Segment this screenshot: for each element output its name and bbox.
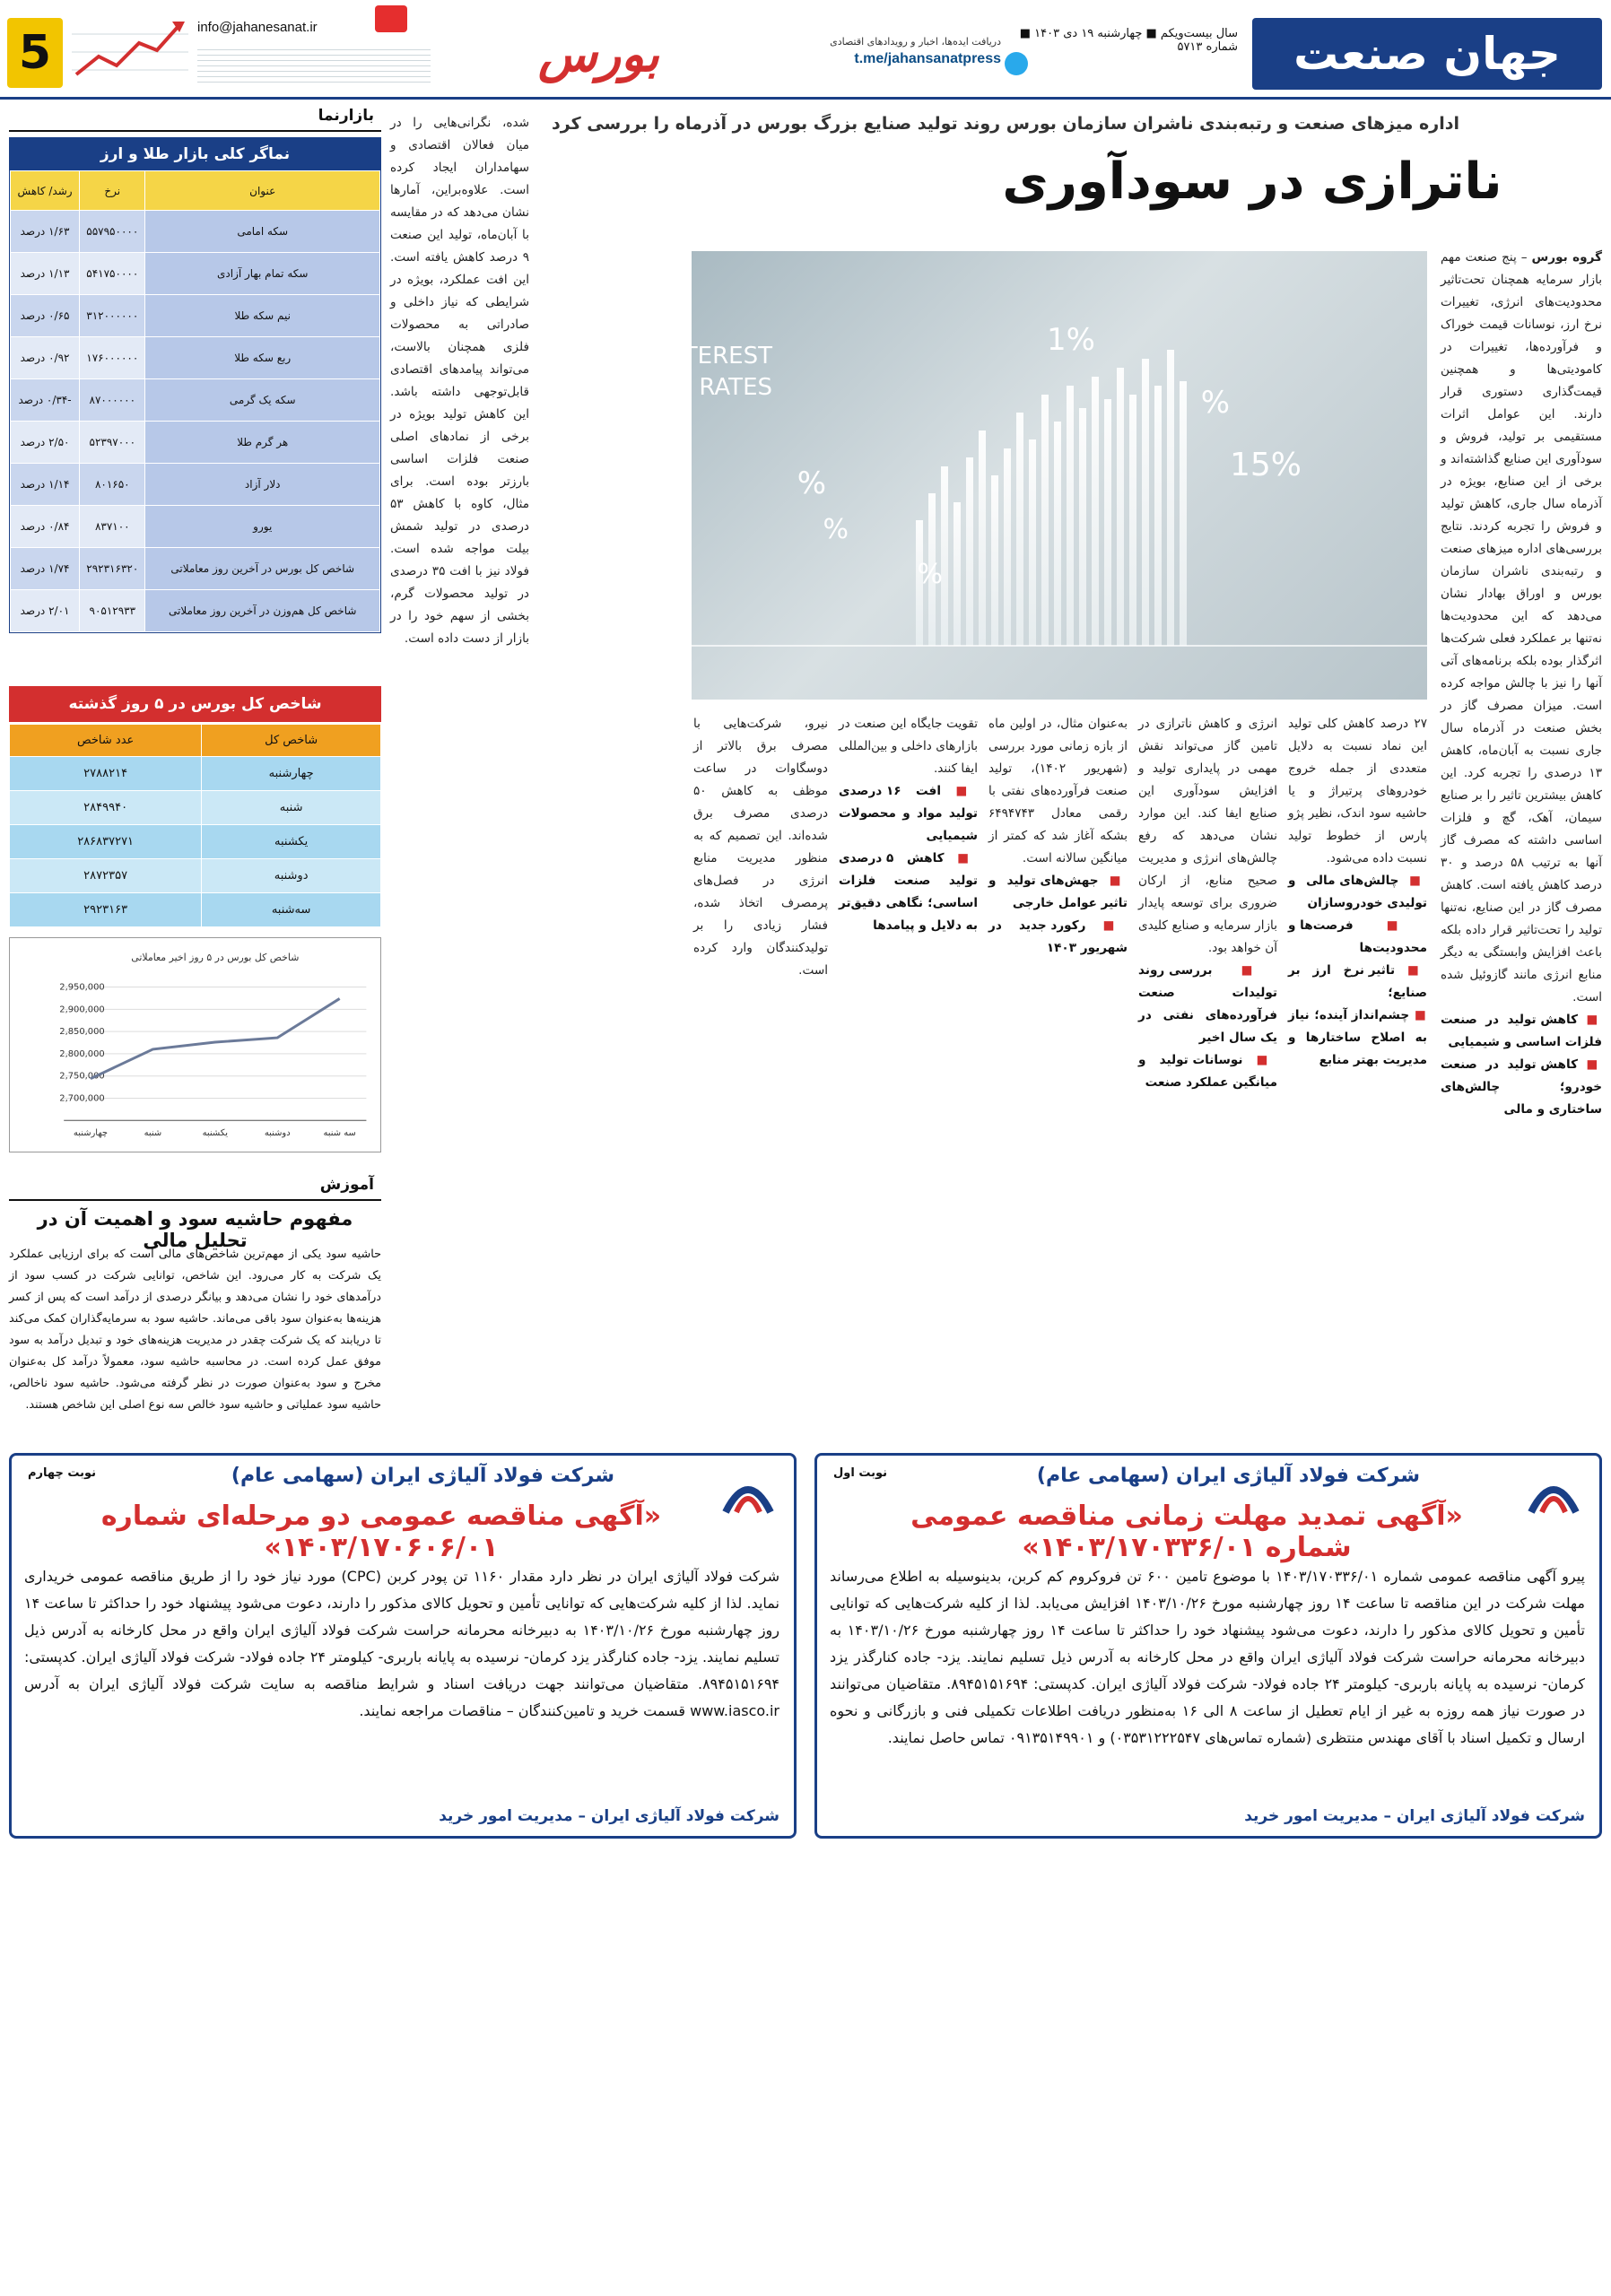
decorative-lines (197, 45, 431, 86)
ad-2-label: نوبت چهارم (28, 1466, 97, 1480)
index-value: ۲۸۶۸۳۷۲۷۱ (10, 825, 202, 859)
index-day: یکشنبه (202, 825, 381, 859)
market-item-change: ۰/۹۲ درصد (11, 337, 80, 379)
market-item-change: ۱/۶۳ درصد (11, 211, 80, 253)
index-day: دوشنبه (202, 859, 381, 893)
bullet-icon: ■ (1409, 1008, 1427, 1022)
index-value: ۲۹۲۳۱۶۳ (10, 893, 202, 927)
ad-1-title: «آگهی تمدید مهلت زمانی مناقصه عمومی شماره ۱۴۰۳/۱۷۰۳۳۶/۰۱» (910, 1500, 1463, 1563)
index-row (10, 893, 381, 927)
market-row (11, 422, 380, 464)
article-column-6 (693, 713, 828, 1431)
column-1-lead: گروه بورس (1531, 250, 1602, 265)
market-item-change: ۰/۶۵ درصد (11, 295, 80, 337)
column-1-subheading-1: ■ کاهش تولید در صنعت فلزات اساسی و شیمیایی (1441, 1013, 1603, 1049)
column-5-text: تقویت جایگاه این صنعت در بازارهای داخلی و بین‌المللی ایفا کنند. (839, 717, 978, 776)
masthead (0, 0, 1611, 100)
company-logo-icon (1522, 1463, 1585, 1526)
bullet-icon: ■ (1577, 1013, 1603, 1027)
index-value: ۲۸۴۹۹۴۰ (10, 791, 202, 825)
market-item-name: شاخص کل هم‌وزن در آخرین روز معاملاتی (145, 590, 380, 632)
telegram-icon (1005, 52, 1028, 75)
bar-graph-illustration (658, 251, 1427, 700)
market-item-name: ربع سکه طلا (145, 337, 380, 379)
index-value: ۲۸۷۲۳۵۷ (10, 859, 202, 893)
column-5-subheading-1: ■ افت ۱۶ درصدی تولید مواد و محصولات شیمیایی (839, 784, 979, 843)
bullet-icon: ■ (1395, 963, 1428, 978)
market-item-name: نیم سکه طلا (145, 295, 380, 337)
bullet-icon: ■ (1212, 963, 1277, 978)
ad-1-signature: شرکت فولاد آلیاژی ایران – مدیریت امور خرید (1244, 1807, 1585, 1825)
column-5-subheading-2: ■ کاهش ۵ درصدی تولید صنعت فلزات اساسی؛ نگاهی دقیق‌تر به دلایل و پیامدها (839, 851, 978, 933)
email-address[interactable]: info@jahanesanat.ir (197, 20, 318, 35)
rates-label: RATES (699, 374, 772, 401)
trend-chart-icon (72, 16, 188, 88)
telegram-caption: دریافت ایده‌ها، اخبار و رویدادهای اقتصادی (830, 36, 1001, 48)
svg-text:شنبه: شنبه (144, 1128, 162, 1139)
column-1-subheading-2: ■ کاهش تولید در صنعت خودرو؛ چالش‌های ساختاری و مالی (1441, 1057, 1603, 1117)
market-item-name: سکه یک گرمی (145, 379, 380, 422)
market-item-change: ۱/۱۴ درصد (11, 464, 80, 506)
company-logo-icon (717, 1463, 779, 1526)
news-column-text: شده، نگرانی‌هایی را در میان فعالان اقتصادی و سهامداران ایجاد کرده است. علاوه‌براین، آمارها نشان می‌دهد که در مقایسه با آبان‌ماه، تولید این صنعت ۹ درصد کاهش یافته است. این افت عملکرد، بویژه در شرایطی که نیاز داخلی و صادراتی به محصولات فلزی همچنان بالاست، می‌تواند پیامدهای اقتصادی قابل‌توجهی داشته باشد. این کاهش تولید بویژه در برخی از نمادهای اصلی صنعت فلزات اساسی بارزتر بوده است. برای مثال، کاوه با کاهش ۵۳ درصدی در تولید شمش بیلت مواجه شده است. فولاد نیز با افت ۳۵ درصدی در تولید محصولات گرم، بخشی از سهم خود را در بازار از دست داده است. (390, 116, 529, 646)
column-2-subheading-4: ■ چشم‌انداز آینده؛ نیاز به اصلاح ساختارها و مدیریت بهتر منابع (1288, 1008, 1427, 1067)
column-3-subheading-2: ■ نوسانات تولید و میانگین عملکرد صنعت (1138, 1053, 1277, 1090)
index-day: چهارشنبه (202, 757, 381, 791)
bullet-icon: ■ (1577, 1057, 1603, 1072)
column-2-subheading-3: ■ تاثیر نرخ ارز بر صنایع؛ (1288, 963, 1428, 1000)
article-column-5 (839, 713, 978, 1431)
column-6-text: نیرو، شرکت‌هایی با مصرف برق بالاتر از دوسگاوات در ساعت موظف به کاهش ۵۰ درصدی مصرف برق شده‌اند. این تصمیم که به منظور مدیریت منابع انرژی در فصل‌های پرمصرف اتخاذ شده، فشار زیادی را بر تولیدکنندگان وارد کرده است. (693, 717, 828, 978)
index-row (10, 791, 381, 825)
ad-2-signature: شرکت فولاد آلیاژی ایران – مدیریت امور خرید (439, 1807, 779, 1825)
ad-1-label: نوبت اول (833, 1466, 888, 1480)
article-headline: ناترازی در سودآوری (1002, 152, 1502, 211)
index-chart-svg (10, 938, 380, 1152)
market-item-change: -۰/۳۴ درصد (11, 379, 80, 422)
market-item-rate: ۵۲۳۹۷۰۰۰ (80, 422, 145, 464)
market-item-rate: ۸۰۱۶۵۰ (80, 464, 145, 506)
market-row (11, 211, 380, 253)
market-item-rate: ۸۳۷۱۰۰ (80, 506, 145, 548)
market-item-rate: ۵۴۱۷۵۰۰۰۰ (80, 253, 145, 295)
fifteen-percent-label: 15% (1229, 447, 1302, 483)
ad-2-title: «آگهی مناقصه عمومی دو مرحله‌ای شماره ۱۴۰۳/۱۷۰۶۰۶/۰۱» (100, 1500, 662, 1563)
main-article (387, 103, 1602, 1431)
market-item-name: دلار آزاد (145, 464, 380, 506)
svg-text:2,950,000: 2,950,000 (59, 982, 105, 993)
market-item-rate: ۲۹۲۳۱۶۳۲۰ (80, 548, 145, 590)
index-row (10, 757, 381, 791)
svg-text:2,800,000: 2,800,000 (59, 1048, 105, 1059)
column-4-subheading-1: ■ جهش‌های تولید و تاثیر عوامل خارجی (988, 874, 1128, 910)
column-2-subheading-1: ■ چالش‌های مالی و تولیدی خودروسازان (1288, 874, 1427, 910)
svg-text:سه شنبه: سه شنبه (323, 1128, 356, 1139)
education-heading: آموزش (9, 1172, 381, 1201)
svg-text:یکشنبه: یکشنبه (202, 1128, 228, 1139)
column-3-subheading-1: ■ بررسی روند تولیدات صنعت فرآورده‌های نفتی در یک سال اخیر (1138, 963, 1277, 1045)
market-row (11, 548, 380, 590)
market-item-change: ۲/۵۰ درصد (11, 422, 80, 464)
percent-label-1: % (797, 465, 826, 501)
mail-icon (375, 5, 407, 32)
market-row (11, 464, 380, 506)
market-item-name: شاخص کل بورس در آخرین روز معاملاتی (145, 548, 380, 590)
market-heading: بازارنما (9, 103, 381, 132)
svg-text:دوشنبه: دوشنبه (264, 1128, 291, 1139)
bullet-icon: ■ (941, 784, 979, 798)
tender-ad-2 (9, 1453, 797, 1839)
bullet-icon: ■ (1353, 918, 1427, 933)
svg-text:2,900,000: 2,900,000 (59, 1004, 105, 1015)
page-number: 5 (7, 18, 63, 88)
education-text: حاشیه سود یکی از مهم‌ترین شاخص‌های مالی است که برای ارزیابی عملکرد یک شرکت به کار می‌رود. این شاخص، توانایی شرکت در کسب سود از درآمدهای خود را نشان می‌دهد و بیانگر درصدی از درآمد است که پس از کسر هزینه‌ها به‌عنوان سود باقی می‌ماند. حاشیه سود به سرمایه‌گذاران کمک می‌کند تا دریابند که یک شرکت چقدر در مدیریت هزینه‌های خود و تبدیل درآمد به سود موفق عمل کرده است. در محاسبه حاشیه سود، معمولاً درآمد کل به‌عنوان مخرج و سود به‌عنوان صورت در نظر گرفته می‌شود. حاشیه سود ناخالص، حاشیه سود عملیاتی و حاشیه سود خالص سه نوع اصلی این شاخص هستند. (9, 1248, 381, 1412)
svg-text:شاخص کل بورس در ۵ روز اخیر معا: شاخص کل بورس در ۵ روز اخیر معاملاتی (131, 951, 300, 963)
market-row (11, 506, 380, 548)
article-kicker: اداره میزهای صنعت و رتبه‌بندی ناشران سازمان بورس روند تولید صنایع بزرگ بورس در آذرماه را بررسی کرد (552, 114, 1459, 134)
masthead-rule (0, 97, 1611, 100)
index-rows (10, 757, 381, 927)
column-1-text: – پنج صنعت مهم بازار سرمایه همچنان تحت‌تاثیر محدودیت‌های انرژی، تغییرات نرخ ارز، نوسانات قیمت خوراک و فرآورده‌ها، تغییرات در کامودیتی‌ها و همچنین قیمت‌گذاری دستوری قرار دارند. این عوامل اثرات مستقیمی بر تولید، فروش و سودآوری این صنایع گذاشته‌اند و برخی از این صنایع، بویژه در آذرماه سال جاری، کاهش تولید و فروش را تجربه کردند. نتایج بررسی‌های اداره میزهای صنعت و رتبه‌بندی ناشران سازمان بورس و اوراق بهادار نشان می‌دهد که این محدودیت‌ها نه‌تنها بر عملکرد فعلی شرکت‌ها اثرگذار بوده بلکه برنامه‌های آتی آنها را نیز با چالش مواجه کرده است. میزان مصرف گاز در بخش صنعت در آذرماه سال جاری نسبت به آبان‌ماه، کاهش ۱۳ درصدی را تجربه کرد. این کاهش بیشترین تاثیر را بر صنایع سیمان، آهک، گچ و فلزات اساسی داشته که مصرف گاز آنها به ترتیب ۵۸ درصد و ۳۰ درصد کاهش یافته است. کاهش مصرف گاز در این صنایع، نه‌تنها تولید را تحت‌تاثیر قرار داده بلکه باعث افزایش وابستگی به دیگر منابع انرژی مانند گازوئیل شده است. (1441, 250, 1602, 1004)
issue-info: سال بیست‌ویکم ■ چهارشنبه ۱۹ دی ۱۴۰۳ ■ شماره ۵۷۱۳ (1019, 27, 1238, 54)
market-row (11, 295, 380, 337)
article-column-2 (1288, 713, 1427, 1431)
market-item-change: ۱/۱۳ درصد (11, 253, 80, 295)
index-value: ۲۷۸۸۲۱۴ (10, 757, 202, 791)
newspaper-logo: جهان صنعت (1252, 18, 1602, 90)
market-item-name: سکه تمام بهار آزادی (145, 253, 380, 295)
svg-text:2,750,000: 2,750,000 (59, 1071, 105, 1082)
market-table-title: نماگر کلی بازار طلا و ارز (10, 138, 380, 170)
market-row (11, 253, 380, 295)
education-title: مفهوم حاشیه سود و اهمیت آن در تحلیل مالی (37, 1208, 353, 1251)
market-col-change: رشد/ کاهش (11, 171, 80, 211)
column-4-text: به‌عنوان مثال، در اولین ماه از بازه زمانی مورد بررسی (شهریور ۱۴۰۲)، تولید صنعت فرآورده‌های نفتی با رقمی معادل ۶۴۹۴۷۴۳ بشکه آغاز شد که کمتر از میانگین سالانه است. (988, 717, 1128, 865)
column-4-subheading-2: ■ رکورد جدید در شهریور ۱۴۰۳ (988, 918, 1128, 955)
news-column (390, 112, 529, 1439)
market-table (9, 137, 381, 633)
ad-2-body: شرکت فولاد آلیاژی ایران در نظر دارد مقدار ۱۱۶۰ تن پودر کربن (CPC) مورد نیاز خود را از طریق مناقصه عمومی خریداری نماید. لذا از کلیه شرکت‌هایی که توانایی تأمین و تحویل کالای مذکور را دارند، دعوت می‌شود پیشنهاد خود را حداکثر تا ساعت ۱۴ روز چهارشنبه مورخ ۱۴۰۳/۱۰/۲۶ به دبیرخانه محرمانه حراست شرکت فولاد آلیاژی ایران واقع در محل کارخانه به آدرس ذیل تسلیم نمایند. یزد- جاده کنارگذر یزد کرمان- نرسیده به پایانه باربری- کیلومتر ۲۴ جاده فولاد- شرکت فولاد آلیاژی ایران. کدپستی: ۸۹۴۵۱۵۱۶۹۴. متقاضیان می‌توانند جهت دریافت اسناد و شرایط مناقصه به سایت شرکت فولاد آلیاژی ایران به آدرس www.iasco.ir قسمت خرید و تامین‌کنندگان – مناقصات مراجعه نمایند. (24, 1568, 779, 1719)
bullet-icon: ■ (1098, 874, 1128, 888)
ad-1-body: پیرو آگهی مناقصه عمومی شماره ۱۴۰۳/۱۷۰۳۳۶/۰۱ با موضوع تامین ۶۰۰ تن فروکروم کم کربن، بدینوسیله به اطلاع می‌رساند مهلت شرکت در این مناقصه تا ساعت ۱۴ روز چهارشنبه مورخ ۱۴۰۳/۱۰/۲۶ افزایش می‌یابد. لذا از کلیه شرکت‌هایی که توانایی تأمین و تحویل کالای مذکور را دارند، دعوت می‌شود پیشنهاد خود را حداکثر تا ساعت ۱۴ روز چهارشنبه مورخ ۱۴۰۳/۱۰/۲۶ به دبیرخانه محرمانه حراست شرکت فولاد آلیاژی ایران واقع در محل کارخانه به آدرس ذیل تسلیم نمایند. یزد- جاده کنارگذر یزد کرمان- نرسیده به پایانه باربری- کیلومتر ۲۴ جاده فولاد- شرکت فولاد آلیاژی ایران. کدپستی: ۸۹۴۵۱۵۱۶۹۴. متقاضیان می‌توانند در صورت نیاز همه روزه به غیر از ایام تعطیل از ساعت ۸ الی ۱۶ به‌منظور دریافت اطلاعات تکمیلی فنی و بازرگانی و نحوه ارسال و تکمیل اسناد با آقای مهندس منتظری (شماره تماس‌های ۰۳۵۳۱۲۲۲۵۴۷) و ۰۹۱۳۵۱۴۹۹۰۱ تماس حاصل نمایند. (830, 1568, 1586, 1746)
column-2-text: ۲۷ درصد کاهش کلی تولید این نماد نسبت به دلایل متعددی از جمله خروج خودروهای پرتیراژ و یا حاشیه سود اندک، نظیر پژو پارس از خطوط تولید نسبت داده می‌شود. (1288, 717, 1427, 865)
market-item-name: هر گرم طلا (145, 422, 380, 464)
ad-1-company: شرکت فولاد آلیاژی ایران (سهامی عام) (1036, 1465, 1420, 1487)
bullet-icon: ■ (1398, 874, 1427, 888)
market-row (11, 337, 380, 379)
column-2-subheading-2: ■ فرصت‌ها و محدودیت‌ها (1288, 918, 1427, 955)
index-row (10, 825, 381, 859)
article-column-1 (1441, 247, 1602, 1431)
index-chart (9, 937, 381, 1152)
market-item-rate: ۸۷۰۰۰۰۰۰ (80, 379, 145, 422)
market-item-change: ۲/۰۱ درصد (11, 590, 80, 632)
percent-label-3: % (823, 514, 849, 545)
telegram-box (771, 36, 1001, 88)
bullet-icon: ■ (1242, 1053, 1277, 1067)
article-column-4 (988, 713, 1128, 1431)
svg-text:چهارشنبه: چهارشنبه (73, 1128, 109, 1139)
bullet-icon: ■ (1085, 918, 1128, 933)
interest-label: INTEREST (658, 343, 772, 370)
svg-text:2,850,000: 2,850,000 (59, 1027, 105, 1038)
market-item-rate: ۱۷۶۰۰۰۰۰۰ (80, 337, 145, 379)
section-title: بورس (538, 25, 659, 83)
index-day: شنبه (202, 791, 381, 825)
bullet-icon: ■ (944, 851, 978, 865)
article-column-3 (1138, 713, 1277, 1431)
market-row (11, 590, 380, 632)
index-heading: شاخص کل بورس در ۵ روز گذشته (9, 686, 381, 722)
market-grid (10, 170, 380, 632)
column-3-text: انرژی و کاهش ناترازی در تامین گاز می‌تواند نقش مهمی در پایداری تولید و افزایش سودآوری این صنایع ایفا کند. این موارد نشان می‌دهد که رفع چالش‌های انرژی و مدیریت صحیح منابع، از ارکان ضروری برای توسعه پایدار بازار سرمایه و صنایع کلیدی آن خواهد بود. (1138, 717, 1277, 955)
one-percent-label: 1% (1047, 322, 1095, 358)
market-item-rate: ۳۱۲۰۰۰۰۰۰ (80, 295, 145, 337)
market-item-rate: ۹۰۵۱۲۹۳۳ (80, 590, 145, 632)
svg-text:2,700,000: 2,700,000 (59, 1093, 105, 1104)
index-col-value: عدد شاخص (10, 725, 202, 757)
telegram-link[interactable]: t.me/jahansanatpress (854, 51, 1001, 66)
index-table (9, 724, 381, 927)
market-item-rate: ۵۵۷۹۵۰۰۰۰ (80, 211, 145, 253)
tender-ad-1 (814, 1453, 1602, 1839)
percent-label-2: % (1200, 385, 1230, 421)
market-item-name: یورو (145, 506, 380, 548)
market-sidebar (9, 103, 381, 1431)
market-item-change: ۰/۸۴ درصد (11, 506, 80, 548)
index-col-day: شاخص کل (202, 725, 381, 757)
market-item-change: ۱/۷۴ درصد (11, 548, 80, 590)
index-day: سه‌شنبه (202, 893, 381, 927)
percent-label-4: % (917, 559, 943, 590)
market-col-title: عنوان (145, 171, 380, 211)
market-item-name: سکه امامی (145, 211, 380, 253)
interest-rates-image (658, 251, 1427, 700)
market-rows (11, 211, 380, 632)
market-col-rate: نرخ (80, 171, 145, 211)
ad-2-company: شرکت فولاد آلیاژی ایران (سهامی عام) (231, 1465, 614, 1487)
index-row (10, 859, 381, 893)
market-row (11, 379, 380, 422)
